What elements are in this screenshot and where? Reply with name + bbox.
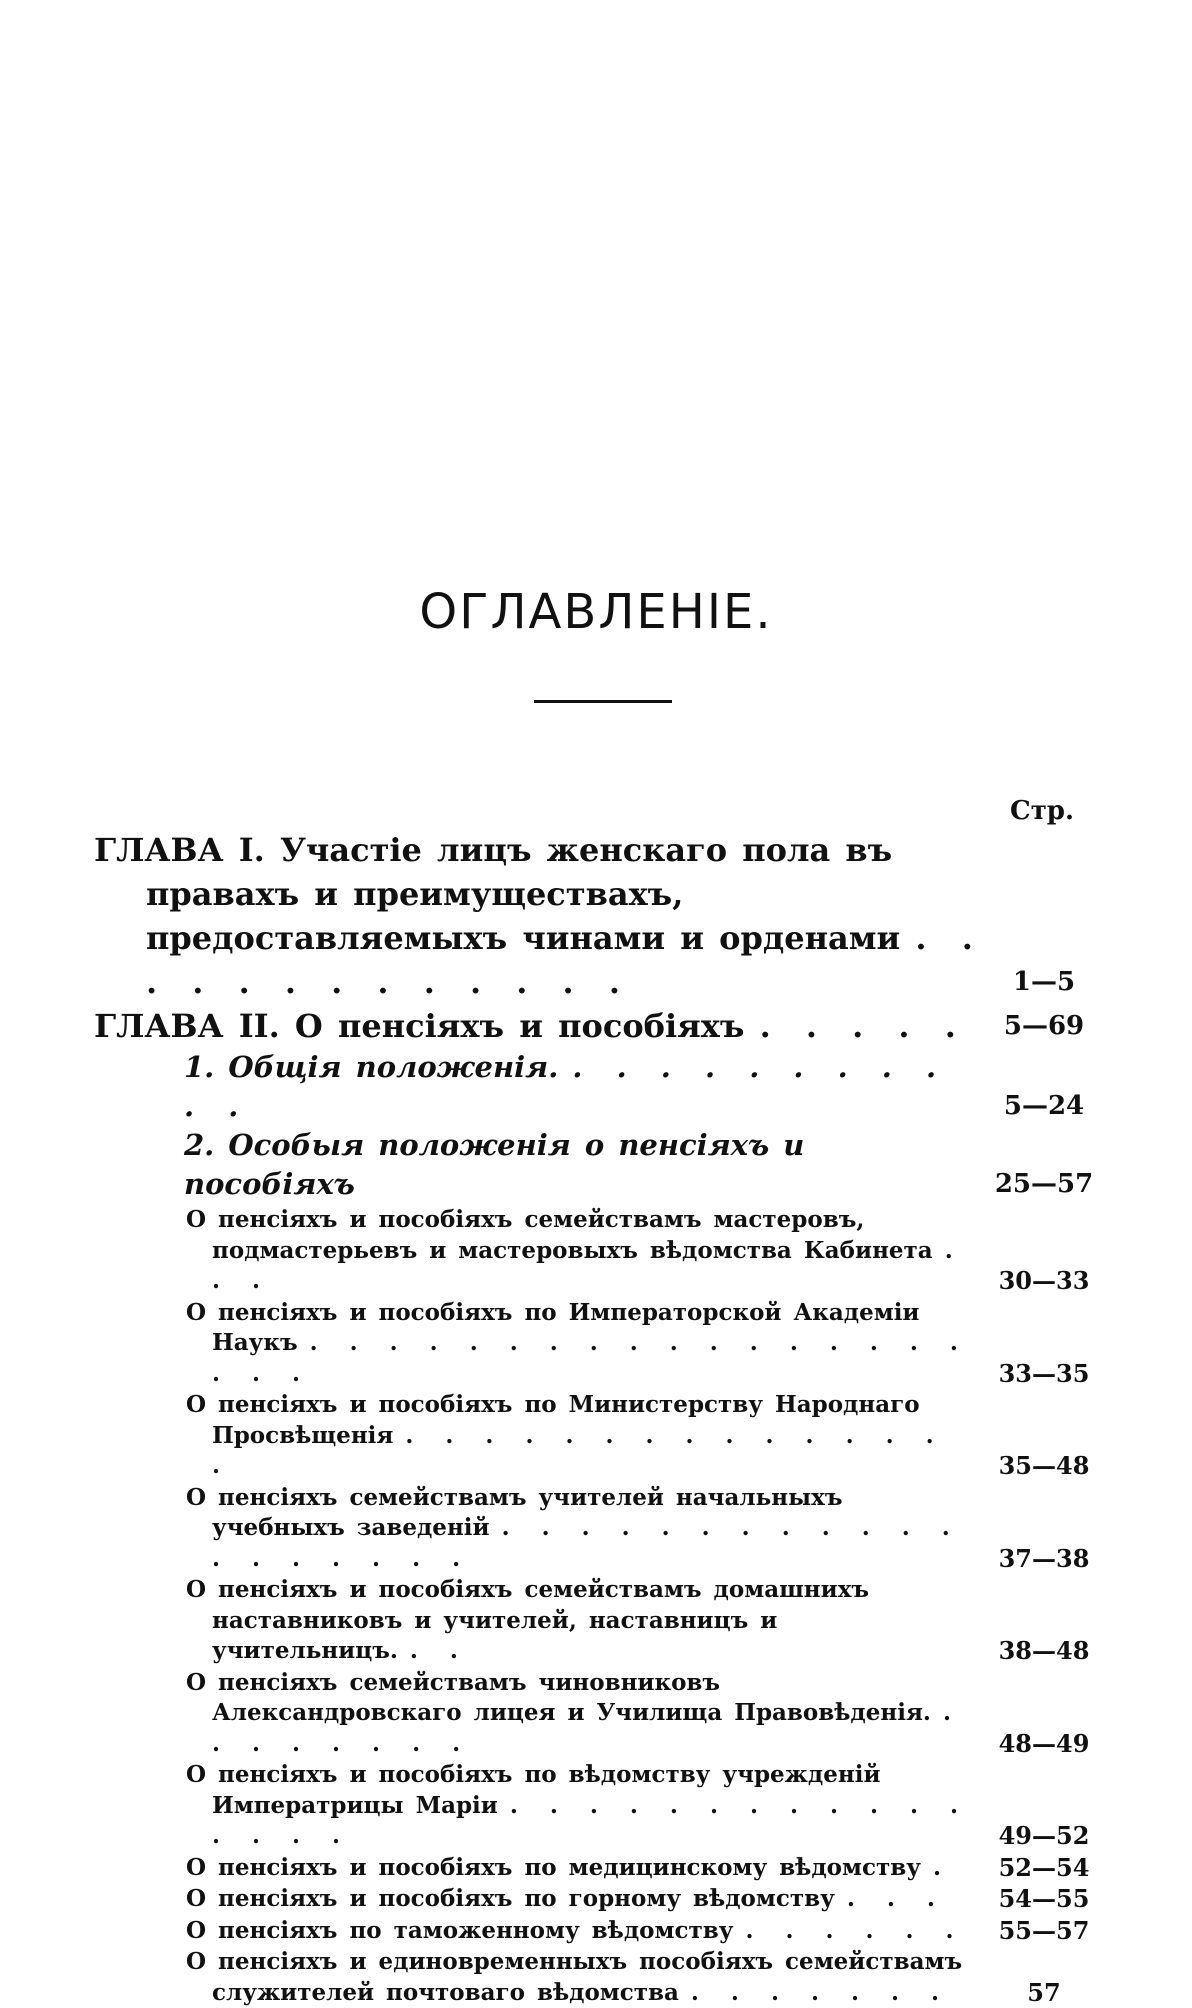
toc-page-range: 5—24: [984, 1087, 1104, 1126]
toc-entry-title: ГЛАВА II. О пенсіяхъ и пособіяхъ: [94, 1007, 744, 1045]
toc-item[interactable]: [94, 1483, 1104, 1575]
leader-dots: . .: [410, 1637, 468, 1664]
leader-dots: . . . . . . . . . . .: [184, 1050, 946, 1123]
toc-page-range: 49—52: [984, 1821, 1104, 1852]
toc-item[interactable]: [94, 1298, 1104, 1390]
toc-entry-text: [186, 1483, 975, 1575]
toc-chapter-2[interactable]: [94, 1004, 1104, 1048]
toc-entry-text: [184, 1048, 949, 1126]
toc-item[interactable]: [94, 1390, 1104, 1482]
toc-item[interactable]: [94, 1916, 1104, 1947]
toc-entry-text: [186, 1916, 975, 1947]
toc-entry-text: [94, 1004, 1001, 1048]
leader-dots: . . . . . . .: [691, 1979, 949, 2006]
toc-entry-text: [186, 1298, 975, 1390]
leader-dots: . . .: [847, 1885, 945, 1912]
toc-entry-title: О пенсіяхъ и единовременныхъ пособіяхъ семействамъ служителей почтоваго вѣдомства: [186, 1948, 962, 2006]
toc-section-2[interactable]: [94, 1126, 1104, 1204]
leader-dots: . . . . . . . . . . . . . . . .: [212, 1792, 968, 1850]
toc-entry-text: [186, 1205, 975, 1297]
leader-dots: . . . . . . . . . . . . .: [146, 919, 983, 1001]
toc-entry-title: О пенсіяхъ и пособіяхъ по вѣдомству учрежденій Императрицы Маріи: [186, 1761, 881, 1819]
leader-dots: . . . . . . . . . . . . . . . . . . . .: [212, 1329, 968, 1387]
toc-entry-text: [184, 1126, 949, 1204]
toc-item[interactable]: [94, 1205, 1104, 1297]
toc-page-range: 30—33: [984, 1266, 1104, 1297]
toc-item[interactable]: [94, 1947, 1104, 2008]
leader-dots: . . . . . . . . . . . . . . . . . . .: [212, 1514, 960, 1572]
toc-section-1[interactable]: [94, 1048, 1104, 1126]
leader-dots: .: [933, 1854, 951, 1881]
toc-item[interactable]: [94, 1760, 1104, 1852]
toc-entry-text: [186, 1575, 975, 1667]
page-title: ОГЛАВЛЕНІЕ.: [0, 588, 1192, 636]
toc-page-range: 25—57: [984, 1165, 1104, 1204]
toc-entry-text: [186, 1390, 975, 1482]
toc-entry-text: [186, 1853, 975, 1884]
toc-page-range: 48—49: [984, 1729, 1104, 1760]
toc-item[interactable]: [94, 1575, 1104, 1667]
toc-page-range: 57: [984, 1978, 1104, 2008]
toc-entry-text: [186, 1884, 975, 1915]
toc-page-range: 55—57: [984, 1916, 1104, 1947]
toc-entry-title: О пенсіяхъ и пособіяхъ по Императорской Академіи Наукъ: [186, 1299, 920, 1357]
toc-entry-title: О пенсіяхъ и пособіяхъ по Министерству Народнаго Просвѣщенія: [186, 1391, 920, 1449]
toc-entry-title: О пенсіяхъ семействамъ учителей начальныхъ учебныхъ заведеній: [186, 1484, 843, 1542]
toc-entry-text: [186, 1668, 975, 1760]
pages-column-label: Стр.: [1010, 798, 1074, 824]
toc-page-range: 54—55: [984, 1884, 1104, 1915]
toc-page-range: 33—35: [984, 1359, 1104, 1390]
toc-entry-title: О пенсіяхъ по таможенному вѣдомству: [186, 1917, 733, 1944]
toc-page-range: 38—48: [984, 1636, 1104, 1667]
toc-item[interactable]: [94, 1884, 1104, 1915]
toc-page-range: 5—69: [984, 1004, 1104, 1048]
toc-chapter-1[interactable]: [94, 828, 1104, 1004]
leader-dots: . . .: [212, 1237, 963, 1295]
toc-entry-title: О пенсіяхъ и пособіяхъ семействамъ мастеровъ, подмастерьевъ и мастеровыхъ вѣдомства Кабинета: [186, 1206, 933, 1264]
leader-dots: . . . . .: [760, 1007, 966, 1045]
toc-item[interactable]: [94, 1668, 1104, 1760]
toc-page-range: 52—54: [984, 1853, 1104, 1884]
toc-entry-text: [186, 1760, 975, 1852]
toc-entry-title: О пенсіяхъ и пособіяхъ по горному вѣдомству: [186, 1885, 835, 1912]
leader-dots: . . . . . .: [745, 1917, 963, 1944]
toc-entry-text: [94, 828, 1001, 1004]
title-divider: [534, 700, 672, 703]
toc-entry-title: О пенсіяхъ и пособіяхъ по медицинскому вѣдомству: [186, 1854, 921, 1881]
toc-entry-title: О пенсіяхъ и пособіяхъ семействамъ домашнихъ наставниковъ и учителей, наставницъ и учительницъ.: [186, 1576, 869, 1664]
toc-entry-text: [186, 1947, 975, 2008]
leader-dots: . . . . . . . .: [212, 1699, 961, 1757]
table-of-contents: [94, 828, 1104, 2008]
toc-entry-title: 2. Особыя положенія о пенсіяхъ и пособіяхъ: [184, 1128, 804, 1201]
toc-entry-title: О пенсіяхъ семействамъ чиновниковъ Александровскаго лицея и Училища Правовѣденія.: [186, 1669, 931, 1727]
toc-entry-title: ГЛАВА I. Участіе лицъ женскаго пола въ правахъ и преимуществахъ, предоставляемыхъ чинами и орденами: [94, 831, 900, 957]
toc-item[interactable]: [94, 1853, 1104, 1884]
toc-page-range: 37—38: [984, 1544, 1104, 1575]
toc-page-range: 35—48: [984, 1451, 1104, 1482]
leader-dots: . . . . . . . . . . . . . . .: [212, 1422, 944, 1480]
toc-page-range: 1—5: [984, 960, 1104, 1004]
toc-entry-title: 1. Общія положенія.: [184, 1050, 558, 1084]
